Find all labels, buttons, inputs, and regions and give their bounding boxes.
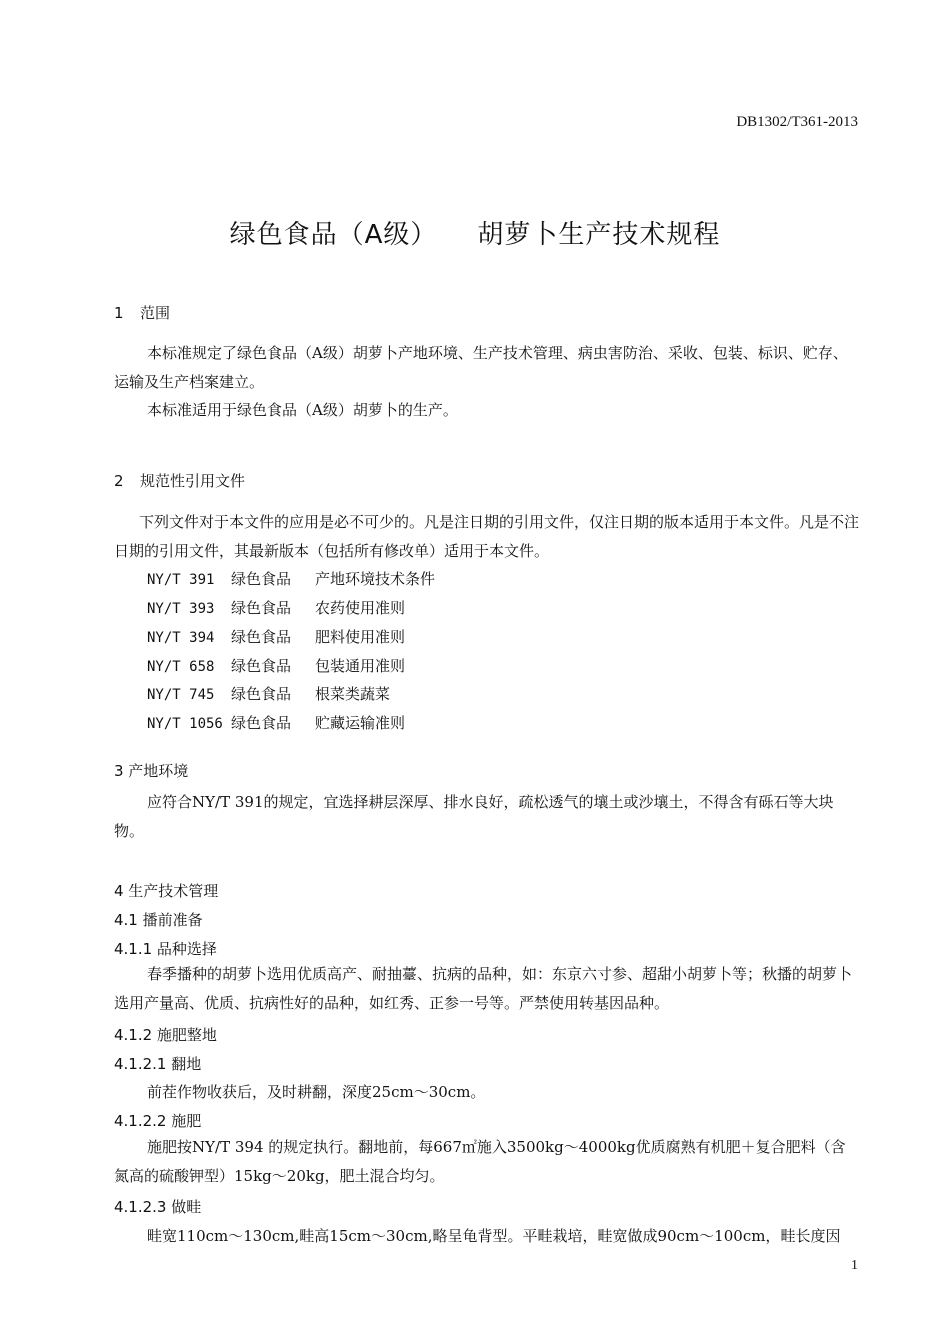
section-3-heading: 3 产地环境: [114, 762, 189, 780]
section-2-heading: 2 规范性引用文件: [114, 472, 246, 490]
section-3-paragraph-1: 应符合NY/T 391的规定，宜选择耕层深厚、排水良好，疏松透气的壤土或沙壤土，不得含有砾石等大块物。: [114, 793, 834, 840]
subsection-4-1-2-3-heading: 4.1.2.3 做畦: [114, 1198, 202, 1216]
subsection-4-1-1-paragraph: 春季播种的胡萝卜选用优质高产、耐抽薹、抗病的品种，如：东京六寸参、超甜小胡萝卜等；秋播的胡萝卜选用产量高、优质、抗病性好的品种，如红秀、正参一号等。严禁使用转基因品种。: [114, 965, 853, 1012]
reference-item: NY/T 745 绿色食品 根菜类蔬菜: [147, 685, 391, 703]
subsection-4-1-2-1-paragraph: 前茬作物收获后，及时耕翻，深度25cm～30cm。: [147, 1083, 486, 1101]
section-1-heading: 1 范围: [114, 304, 171, 322]
reference-item: NY/T 394 绿色食品 肥料使用准则: [147, 628, 406, 646]
section-1-paragraph-2: 本标准适用于绿色食品（A级）胡萝卜的生产。: [147, 401, 458, 419]
reference-item: NY/T 391 绿色食品 产地环境技术条件: [147, 570, 436, 588]
section-4-heading: 4 生产技术管理: [114, 882, 219, 900]
document-title: [0, 214, 950, 251]
reference-item: NY/T 1056 绿色食品 贮藏运输准则: [147, 714, 406, 732]
subsection-4-1-2-1-heading: 4.1.2.1 翻地: [114, 1055, 202, 1073]
section-1-paragraph-1: 本标准规定了绿色食品（A级）胡萝卜产地环境、生产技术管理、病虫害防治、采收、包装、标识、贮存、运输及生产档案建立。: [114, 344, 848, 391]
reference-item: NY/T 393 绿色食品 农药使用准则: [147, 599, 406, 617]
subsection-4-1-2-2-heading: 4.1.2.2 施肥: [114, 1112, 202, 1130]
document-number: DB1302/T361-2013: [736, 114, 858, 130]
reference-item: NY/T 658 绿色食品 包装通用准则: [147, 657, 406, 675]
subsection-4-1-2-3-paragraph: 畦宽110cm～130cm,畦高15cm～30cm,略呈龟背型。平畦栽培，畦宽做成90cm～100cm，畦长度因: [147, 1227, 841, 1245]
title-part-1: 绿色食品（A级）: [229, 220, 438, 250]
section-2-paragraph-1: 下列文件对于本文件的应用是必不可少的。凡是注日期的引用文件，仅注日期的版本适用于本文件。凡是不注日期的引用文件，其最新版本（包括所有修改单）适用于本文件。: [114, 513, 860, 560]
page-number: 1: [851, 1258, 858, 1273]
subsection-4-1-2-heading: 4.1.2 施肥整地: [114, 1026, 217, 1044]
subsection-4-1-1-heading: 4.1.1 品种选择: [114, 940, 217, 958]
title-part-2: 胡萝卜生产技术规程: [477, 220, 721, 250]
subsection-4-1-heading: 4.1 播前准备: [114, 911, 203, 929]
subsection-4-1-2-2-paragraph: 施肥按NY/T 394 的规定执行。翻地前，每667㎡施入3500kg～4000kg优质腐熟有机肥＋复合肥料（含氮高的硫酸钾型）15kg～20kg，肥土混合均匀。: [114, 1138, 846, 1185]
